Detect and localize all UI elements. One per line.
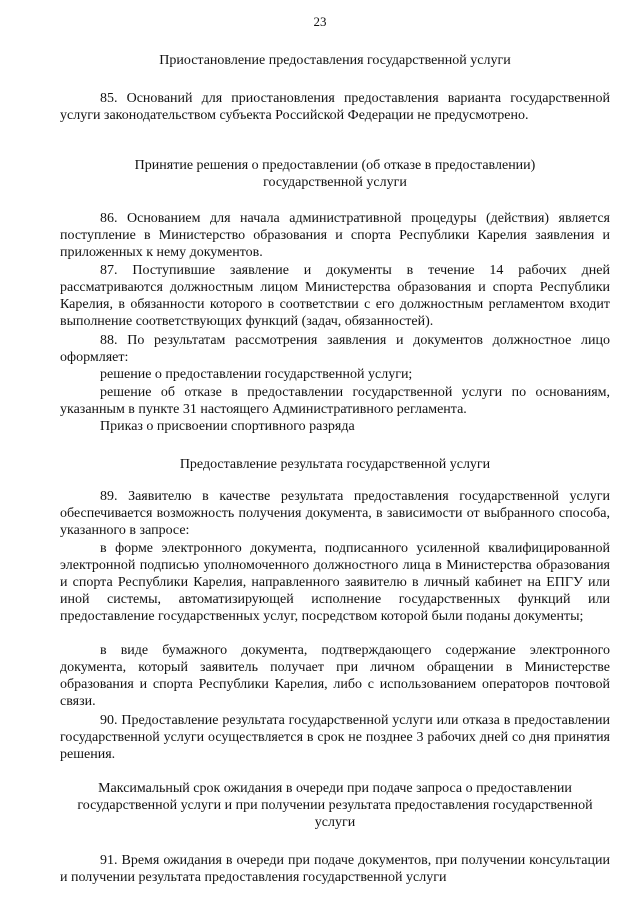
paragraph-91: 91. Время ожидания в очереди при подаче документов, при получении консультации и получении результата предоставления государственной услуги: [60, 853, 610, 885]
paragraph-87: 87. Поступившие заявление и документы в течение 14 рабочих дней рассматриваются должностным лицом Министерства образования и спорта Республики Карелия, в обязанности которого в соответствии с его должностным регламентом входит выполнение соответствующих функций (задач, обязанностей).: [60, 263, 610, 329]
paragraph-85: 85. Оснований для приостановления предоставления варианта государственной услуги законодательством субъекта Российской Федерации не предусмотрено.: [60, 91, 610, 123]
section-heading-decision: Принятие решения о предоставлении (об отказе в предоставлении) государственной услуги: [134, 158, 536, 190]
page-number: 23: [313, 14, 327, 29]
section-heading-result: Предоставление результата государственной услуги: [179, 457, 491, 472]
paragraph-90: 90. Предоставление результата государственной услуги или отказа в предоставлении государственной услуги осуществляется в срок не позднее 3 рабочих дней со дня принятия решения.: [60, 713, 610, 762]
paragraph-89-paper: в виде бумажного документа, подтверждающего содержание электронного документа, который заявитель получает при личном обращении в Министерстве образования и спорта Республики Карелия, либо с использованием операторов почтовой связи.: [60, 643, 610, 709]
section-heading-queue: Максимальный срок ожидания в очереди при подаче запроса о предоставлении государственной услуги и при получении результата предоставления государственной услуги: [77, 781, 593, 830]
paragraph-88: 88. По результатам рассмотрения заявления и документов должностное лицо оформляет:: [60, 333, 610, 365]
paragraph-89-electronic: в форме электронного документа, подписанного усиленной квалифицированной электронной подписью уполномоченного должностного лица в Министерства образования и спорта Республики Карелия, направленного заявителю в личный кабинет на ЕПГУ или иной системы, автоматизирующей исполнение государственных функций или предоставление государственных услуг, посредством которой были поданы документы;: [60, 541, 610, 624]
paragraph-89: 89. Заявителю в качестве результата предоставления государственной услуги обеспечивается возможность получения документа, в зависимости от выбранного способа, указанного в запросе:: [60, 489, 610, 538]
paragraph-order: Приказ о присвоении спортивного разряда: [100, 419, 355, 434]
paragraph-86: 86. Основанием для начала административной процедуры (действия) является поступление в Министерство образования и спорта Республики Карелия заявления и приложенных к нему документов.: [60, 211, 610, 260]
paragraph-88-item-refusal: решение об отказе в предоставлении государственной услуги по основаниям, указанным в пункте 31 настоящего Административного регламента.: [60, 385, 610, 417]
paragraph-88-item-grant: решение о предоставлении государственной услуги;: [100, 367, 413, 382]
section-heading-suspension: Приостановление предоставления государственной услуги: [159, 53, 511, 68]
